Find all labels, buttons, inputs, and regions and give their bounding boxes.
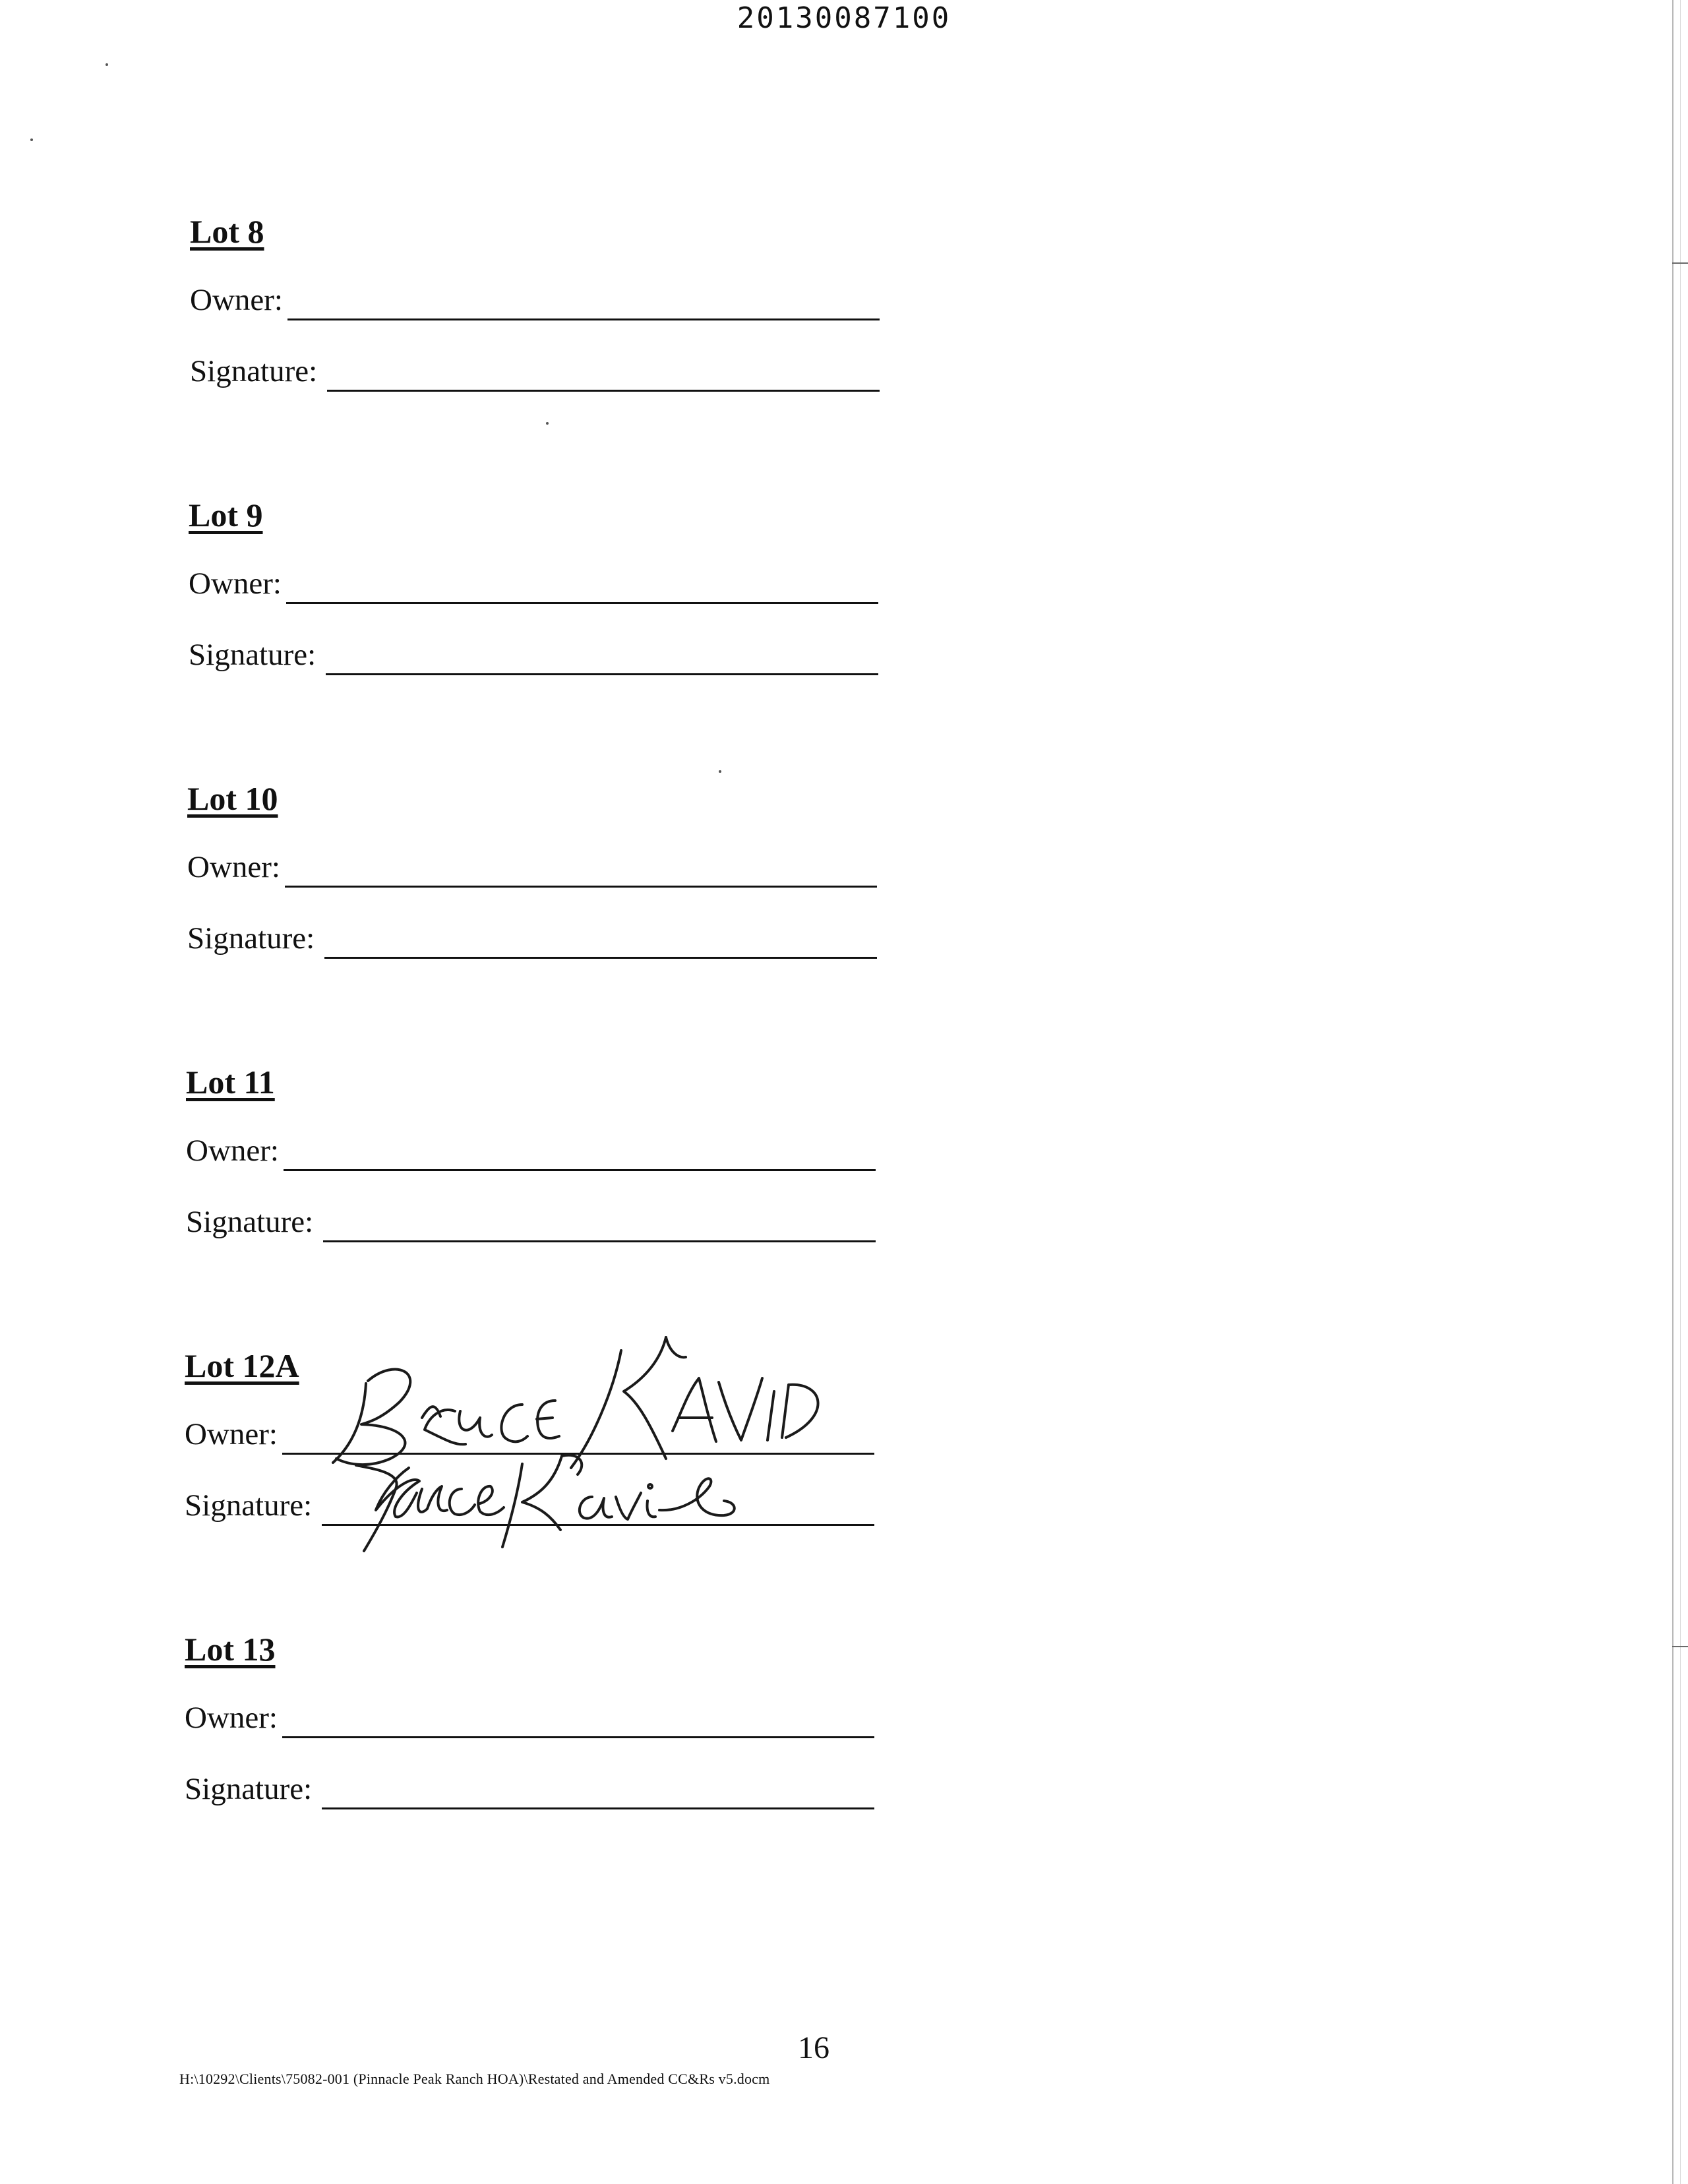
owner-underline: [286, 602, 878, 604]
signature-field[interactable]: [185, 1770, 877, 1809]
page-edge-tick: [1672, 262, 1688, 264]
owner-field[interactable]: [185, 1415, 877, 1455]
owner-underline: [284, 1169, 876, 1171]
lot-title: Lot 9: [189, 497, 263, 533]
signature-underline: [323, 1240, 876, 1242]
scan-speck: [719, 770, 721, 773]
signature-field[interactable]: [186, 1203, 878, 1242]
scan-speck: [30, 138, 33, 141]
signature-underline: [322, 1807, 874, 1809]
page-number: 16: [798, 2030, 829, 2065]
owner-field[interactable]: [185, 1699, 877, 1738]
signature-field[interactable]: [187, 919, 880, 959]
page-edge-line: [1672, 0, 1673, 2184]
signature-field[interactable]: [190, 352, 882, 392]
owner-label: Owner:: [187, 850, 280, 884]
footer-file-path: H:\10292\Clients\75082-001 (Pinnacle Peak Ranch HOA)\Restated and Amended CC&Rs v5.docm: [179, 2071, 770, 2087]
signature-label: Signature:: [190, 354, 318, 388]
signature-label: Signature:: [189, 638, 316, 672]
owner-label: Owner:: [185, 1417, 278, 1451]
page-edge-tick: [1672, 1646, 1688, 1647]
owner-field[interactable]: [187, 848, 880, 888]
signature-underline: [322, 1524, 874, 1526]
lot-title: Lot 13: [185, 1631, 276, 1668]
recording-number: 20130087100: [737, 1, 951, 35]
owner-field[interactable]: [186, 1132, 878, 1171]
signature-underline: [324, 957, 877, 959]
owner-underline: [287, 318, 880, 320]
lot-block: [175, 779, 901, 997]
owner-label: Owner:: [190, 283, 283, 317]
lot-block: [173, 1630, 898, 1848]
signature-underline: [327, 390, 880, 392]
lot-block: [177, 496, 902, 713]
signature-label: Signature:: [185, 1488, 313, 1523]
owner-label: Owner:: [189, 566, 282, 601]
lot-title: Lot 12A: [185, 1347, 299, 1384]
lot-block: [173, 1347, 898, 1564]
owner-field[interactable]: [190, 281, 882, 320]
lot-block: [174, 1063, 899, 1281]
signature-field[interactable]: [189, 636, 881, 675]
lot-title: Lot 10: [187, 780, 278, 817]
owner-underline: [282, 1736, 874, 1738]
signature-label: Signature:: [186, 1205, 314, 1239]
owner-underline: [285, 886, 877, 888]
owner-field[interactable]: [189, 564, 881, 604]
page-edge-line: [1680, 0, 1681, 2184]
signature-underline: [326, 673, 878, 675]
signature-field[interactable]: [185, 1486, 877, 1526]
lot-title: Lot 8: [190, 213, 264, 250]
owner-label: Owner:: [186, 1134, 279, 1168]
lot-title: Lot 11: [186, 1064, 275, 1101]
owner-underline: [282, 1453, 874, 1455]
scan-speck: [106, 63, 108, 66]
lot-block: [178, 212, 903, 430]
signature-label: Signature:: [187, 921, 315, 956]
owner-label: Owner:: [185, 1701, 278, 1735]
signature-label: Signature:: [185, 1772, 313, 1806]
